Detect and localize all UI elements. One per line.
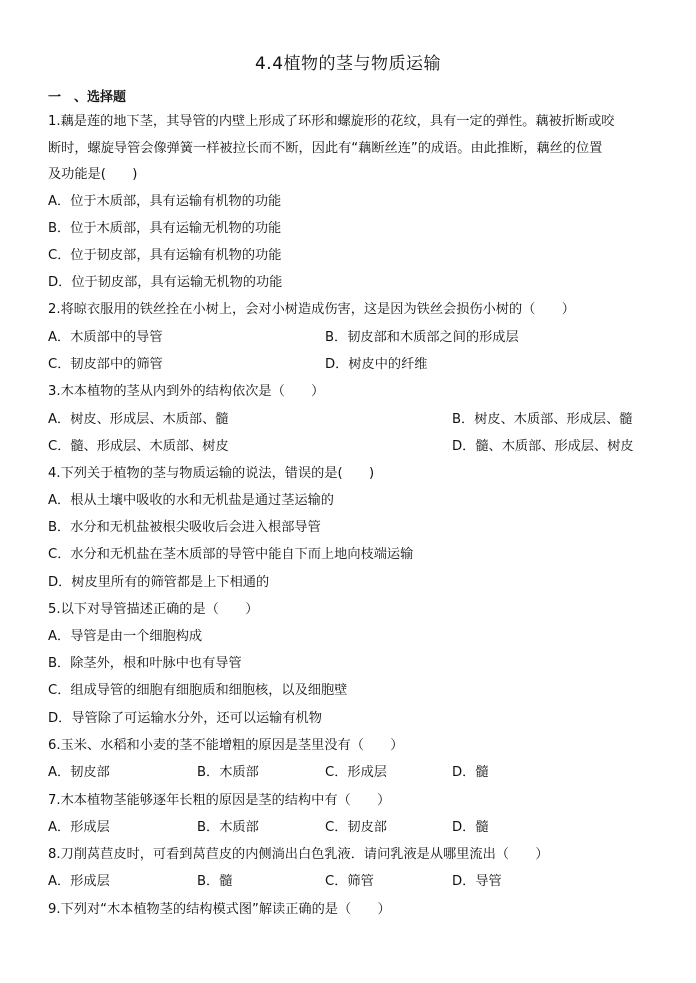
question-1-option-d: D．位于韧皮部，具有运输无机物的功能 — [48, 275, 283, 290]
question-4-option-d: D．树皮里所有的筛管都是上下相通的 — [48, 575, 270, 590]
question-5-option-d: D．导管除了可运输水分外，还可以运输有机物 — [48, 711, 322, 726]
question-3-option-b: B．树皮、木质部、形成层、髓 — [452, 412, 633, 427]
question-7-option-a: A．形成层 — [48, 820, 110, 835]
question-1-option-c: C．位于韧皮部，具有运输有机物的功能 — [48, 248, 282, 263]
question-2-stem: 2.将晾衣服用的铁丝拴在小树上，会对小树造成伤害，这是因为铁丝会损伤小树的（ ） — [48, 302, 575, 317]
question-6-option-b: B．木质部 — [197, 765, 259, 780]
question-3-stem: 3.木本植物的茎从内到外的结构依次是（ ） — [48, 384, 325, 399]
question-4-option-a: A．根从土壤中吸收的水和无机盐是通过茎运输的 — [48, 493, 334, 508]
question-3-option-c: C．髓、形成层、木质部、树皮 — [48, 439, 229, 454]
question-5-option-c: C．组成导管的细胞有细胞质和细胞核，以及细胞壁 — [48, 683, 348, 698]
question-1-option-a: A．位于木质部，具有运输有机物的功能 — [48, 194, 282, 209]
question-3-option-a: A．树皮、形成层、木质部、髓 — [48, 412, 229, 427]
question-9-stem: 9.下列对“木本植物茎的结构模式图”解读正确的是（ ） — [48, 902, 391, 917]
question-8-option-d: D．导管 — [452, 874, 502, 889]
question-1-stem-line-1: 1.藕是莲的地下茎，其导管的内壁上形成了环形和螺旋形的花纹，具有一定的弹性。藕被折断或咬 — [48, 114, 615, 129]
question-8-stem: 8.刀削莴苣皮时，可看到莴苣皮的内侧淌出白色乳液．请问乳液是从哪里流出（ ） — [48, 847, 549, 862]
question-8-option-b: B．髓 — [197, 874, 233, 889]
question-7-stem: 7.木本植物茎能够逐年长粗的原因是茎的结构中有（ ） — [48, 793, 391, 808]
question-4-stem: 4.下列关于植物的茎与物质运输的说法，错误的是( ) — [48, 466, 375, 481]
question-6-option-c: C．形成层 — [325, 765, 387, 780]
question-5-option-a: A．导管是由一个细胞构成 — [48, 629, 203, 644]
question-7-option-b: B．木质部 — [197, 820, 259, 835]
question-8-option-a: A．形成层 — [48, 874, 110, 889]
question-7-option-c: C．韧皮部 — [325, 820, 387, 835]
question-4-option-b: B．水分和无机盐被根尖吸收后会进入根部导管 — [48, 520, 321, 535]
question-1-option-b: B．位于木质部，具有运输无机物的功能 — [48, 221, 282, 236]
question-2-option-b: B．韧皮部和木质部之间的形成层 — [325, 330, 519, 345]
question-6-option-a: A．韧皮部 — [48, 765, 110, 780]
question-1-stem-line-3: 及功能是( ) — [48, 167, 138, 182]
question-2-option-a: A．木质部中的导管 — [48, 330, 163, 345]
question-5-option-b: B．除茎外，根和叶脉中也有导管 — [48, 656, 242, 671]
question-8-option-c: C．筛管 — [325, 874, 374, 889]
question-2-option-c: C．韧皮部中的筛管 — [48, 357, 163, 372]
section-heading: 一 、选择题 — [48, 90, 127, 105]
question-6-stem: 6.玉米、水稻和小麦的茎不能增粗的原因是茎里没有（ ） — [48, 738, 404, 753]
question-3-option-d: D．髓、木质部、形成层、树皮 — [452, 439, 634, 454]
document-title: 4.4植物的茎与物质运输 — [254, 54, 442, 74]
question-7-option-d: D．髓 — [452, 820, 489, 835]
question-4-option-c: C．水分和无机盐在茎木质部的导管中能自下而上地向枝端运输 — [48, 547, 414, 562]
question-6-option-d: D．髓 — [452, 765, 489, 780]
question-1-stem-line-2: 断时，螺旋导管会像弹簧一样被拉长而不断，因此有“藕断丝连”的成语。由此推断，藕丝的位置 — [48, 141, 603, 156]
question-5-stem: 5.以下对导管描述正确的是（ ） — [48, 602, 259, 617]
question-2-option-d: D．树皮中的纤维 — [325, 357, 428, 372]
